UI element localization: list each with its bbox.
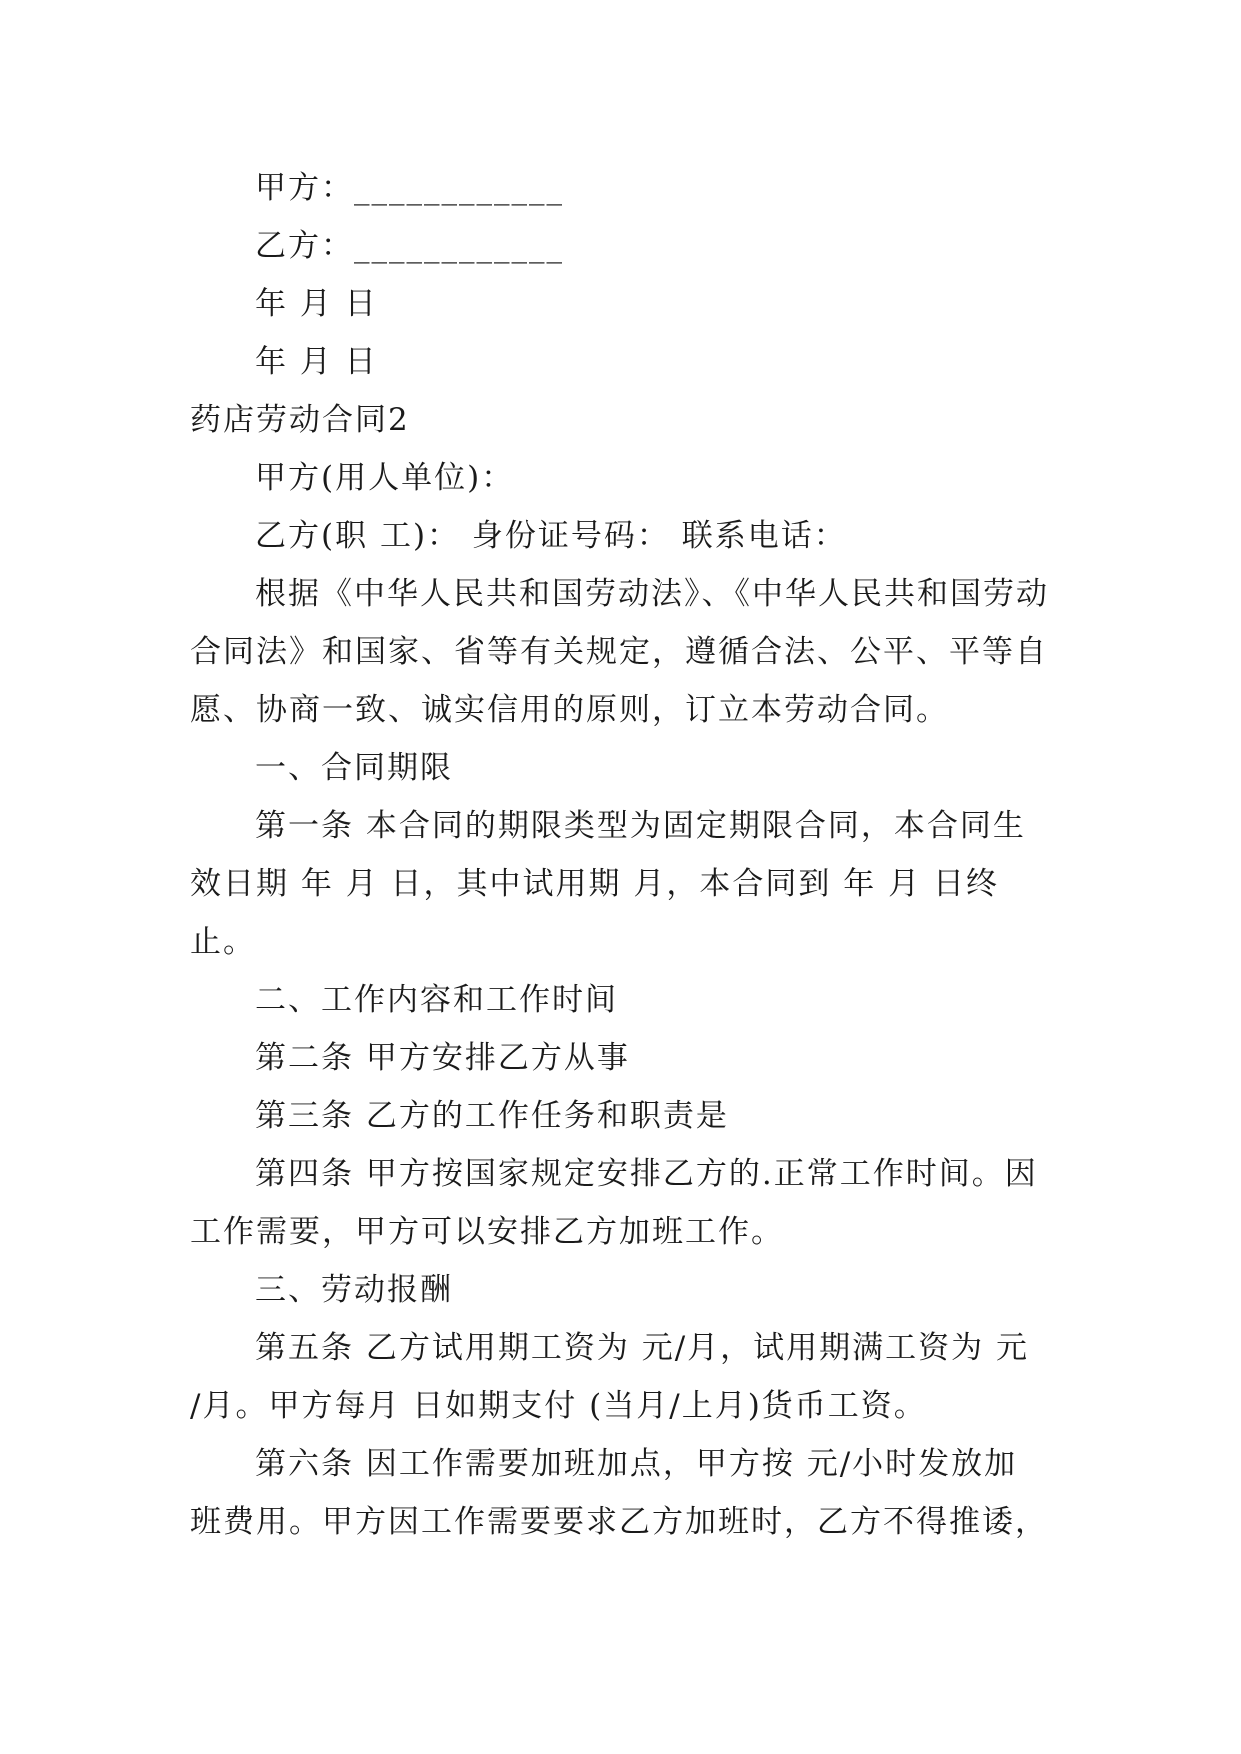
party-a-field: 甲方(用人单位)： <box>255 460 515 496</box>
party-b-field: 乙方(职 工)： 身份证号码： 联系电话： <box>255 518 847 554</box>
paragraph-line: 第五条 乙方试用期工资为 元/月，试用期满工资为 元 <box>255 1330 1030 1366</box>
date-line: 年 月 日 <box>255 344 378 380</box>
party-b-signature-line: 乙方：____________ <box>255 228 564 264</box>
paragraph-line: 止。 <box>190 924 256 960</box>
paragraph-line: 第三条 乙方的工作任务和职责是 <box>255 1098 729 1134</box>
paragraph-line: /月。甲方每月 日如期支付 (当月/上月)货币工资。 <box>190 1388 927 1424</box>
paragraph-line: 第一条 本合同的期限类型为固定期限合同，本合同生 <box>255 808 1026 844</box>
contract-title: 药店劳动合同2 <box>190 402 410 438</box>
paragraph-line: 第二条 甲方安排乙方从事 <box>255 1040 630 1076</box>
section-heading: 一、合同期限 <box>255 750 453 786</box>
section-heading: 三、劳动报酬 <box>255 1272 453 1308</box>
section-heading: 二、工作内容和工作时间 <box>255 982 618 1018</box>
paragraph-line: 班费用。甲方因工作需要要求乙方加班时，乙方不得推诿， <box>190 1504 1048 1540</box>
paragraph-line: 效日期 年 月 日，其中试用期 月，本合同到 年 月 日终 <box>190 866 999 902</box>
party-a-signature-line: 甲方：____________ <box>255 170 564 206</box>
paragraph-line: 合同法》和国家、省等有关规定，遵循合法、公平、平等自 <box>190 634 1048 670</box>
paragraph-line: 工作需要，甲方可以安排乙方加班工作。 <box>190 1214 784 1250</box>
paragraph-line: 第四条 甲方按国家规定安排乙方的.正常工作时间。因 <box>255 1156 1038 1192</box>
paragraph-line: 愿、协商一致、诚实信用的原则，订立本劳动合同。 <box>190 692 949 728</box>
paragraph-line: 根据《中华人民共和国劳动法》、《中华人民共和国劳动 <box>255 576 1049 612</box>
date-line: 年 月 日 <box>255 286 378 322</box>
paragraph-line: 第六条 因工作需要加班加点，甲方按 元/小时发放加 <box>255 1446 1018 1482</box>
